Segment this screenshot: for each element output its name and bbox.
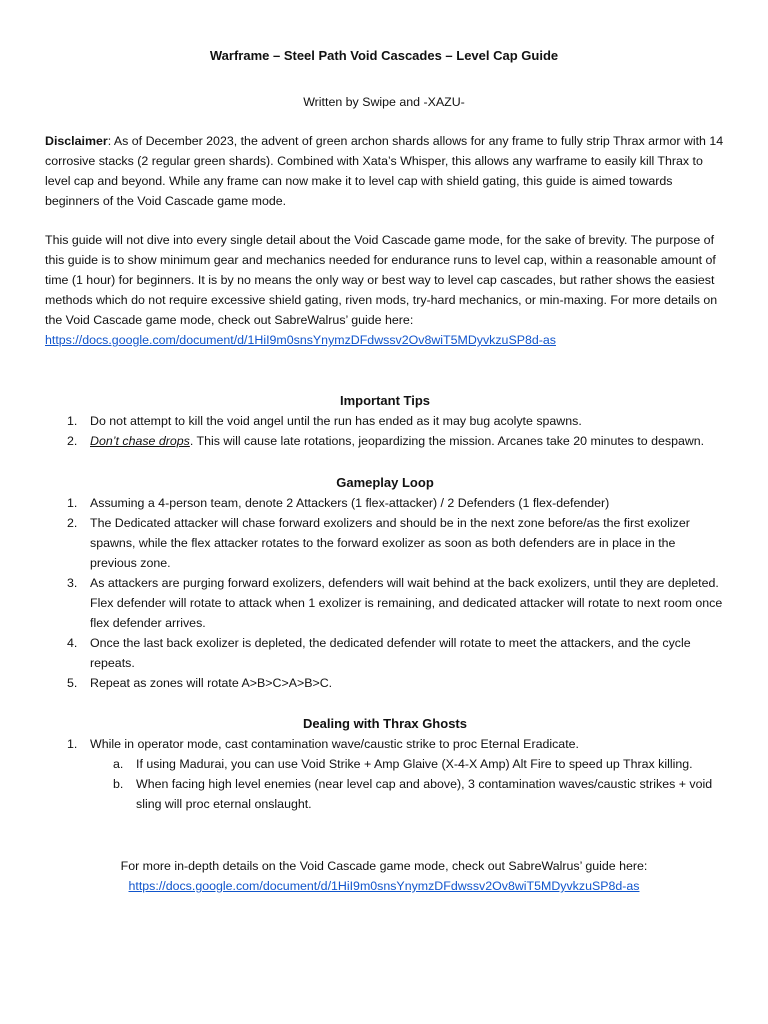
emphasis-text: Don’t chase drops xyxy=(90,434,190,448)
intro-text: This guide will not dive into every single detail about the Void Cascade game mode, for the sake of brevity. The purpose of this guide is to show minimum gear and mechanics needed for endurance runs to level cap, within a reasonable amount of time (1 hour) for beginners. It is by no means the only way or best way to level cap cascades, but rather shows the easiest methods which do not require excessive shield gating, riven mods, try-hard mechanics, or min-maxing. For more details on the Void Cascade game mode, check out SabreWalrus’ guide here: xyxy=(45,233,718,327)
thrax-ghosts-section xyxy=(45,714,725,814)
list-item-text: Do not attempt to kill the void angel until the run has ended as it may bug acolyte spawns. xyxy=(90,414,582,428)
list-item-text: While in operator mode, cast contamination wave/caustic strike to proc Eternal Eradicate. xyxy=(90,737,579,751)
disclaimer-text: : As of December 2023, the advent of green archon shards allows for any frame to fully strip Thrax armor with 14 corrosive stacks (2 regular green shards). Combined with Xata’s Whisper, this allows any warframe to easily kill Thrax to level cap and beyond. While any frame can now make it to level cap with shield gating, this guide is aimed towards beginners of the Void Cascade game mode. xyxy=(45,134,724,208)
document-title: Warframe – Steel Path Void Cascades – Level Cap Guide xyxy=(209,48,559,63)
list-item xyxy=(45,431,725,451)
authors-line: Written by Swipe and -XAZU- xyxy=(303,95,465,109)
list-item xyxy=(45,411,725,431)
footer-text: For more in-depth details on the Void Cascade game mode, check out SabreWalrus’ guide here: xyxy=(120,859,648,873)
list-item-text: Repeat as zones will rotate A>B>C>A>B>C. xyxy=(90,676,333,690)
important-tips-section xyxy=(45,391,725,451)
important-tips-heading: Important Tips xyxy=(339,393,431,408)
list-item xyxy=(45,673,725,693)
sub-list-letter: b. xyxy=(113,777,124,791)
gameplay-loop-heading: Gameplay Loop xyxy=(336,475,434,490)
list-item xyxy=(45,573,725,633)
list-number: 1. xyxy=(67,414,78,428)
list-item xyxy=(45,513,725,573)
list-item-text: Assuming a 4-person team, denote 2 Attackers (1 flex-attacker) / 2 Defenders (1 flex-defender) xyxy=(90,496,610,510)
list-number: 2. xyxy=(67,434,78,448)
sub-list-item xyxy=(45,754,725,774)
intro-paragraph xyxy=(45,230,725,350)
disclaimer-paragraph xyxy=(45,131,725,211)
list-number: 1. xyxy=(67,496,78,510)
list-number: 2. xyxy=(67,516,78,530)
list-item xyxy=(45,493,725,513)
sabrewalrus-guide-link[interactable]: https://docs.google.com/document/d/1HiI9m0snsYnymzDFdwssv2Ov8wiT5MDyvkzuSP8d-as xyxy=(45,333,556,347)
gameplay-loop-section xyxy=(45,473,725,693)
sub-list-item-text: If using Madurai, you can use Void Strike + Amp Glaive (X-4-X Amp) Alt Fire to speed up Thrax killing. xyxy=(136,757,693,771)
list-number: 4. xyxy=(67,636,78,650)
list-item-text: . This will cause late rotations, jeopardizing the mission. Arcanes take 20 minutes to despawn. xyxy=(189,434,705,448)
list-number: 1. xyxy=(67,737,78,751)
footer-note xyxy=(0,856,768,896)
disclaimer-label: Disclaimer xyxy=(45,134,108,148)
list-item xyxy=(45,633,725,673)
sub-list-letter: a. xyxy=(113,757,124,771)
thrax-ghosts-heading: Dealing with Thrax Ghosts xyxy=(303,716,467,731)
list-item xyxy=(45,734,725,754)
list-number: 3. xyxy=(67,576,78,590)
footer-guide-link[interactable]: https://docs.google.com/document/d/1HiI9m0snsYnymzDFdwssv2Ov8wiT5MDyvkzuSP8d-as xyxy=(128,879,640,893)
list-number: 5. xyxy=(67,676,78,690)
sub-list-item xyxy=(45,774,725,814)
sub-list-item-text: When facing high level enemies (near level cap and above), 3 contamination waves/caustic strikes + void sling will proc eternal onslaught. xyxy=(136,777,713,811)
list-item-text: The Dedicated attacker will chase forward exolizers and should be in the next zone before/as the first exolizer spawns, while the flex attacker rotates to the forward exolizer as soon as both defenders are in place in the previous zone. xyxy=(90,516,690,570)
list-item-text: As attackers are purging forward exolizers, defenders will wait behind at the back exolizers, until they are depleted. Flex defender will rotate to attack when 1 exolizer is remaining, and dedicated attacker will rotate to next room once flex defender arrives. xyxy=(90,576,723,630)
list-item-text: Once the last back exolizer is depleted, the dedicated defender will rotate to meet the attackers, and the cycle repeats. xyxy=(90,636,691,670)
